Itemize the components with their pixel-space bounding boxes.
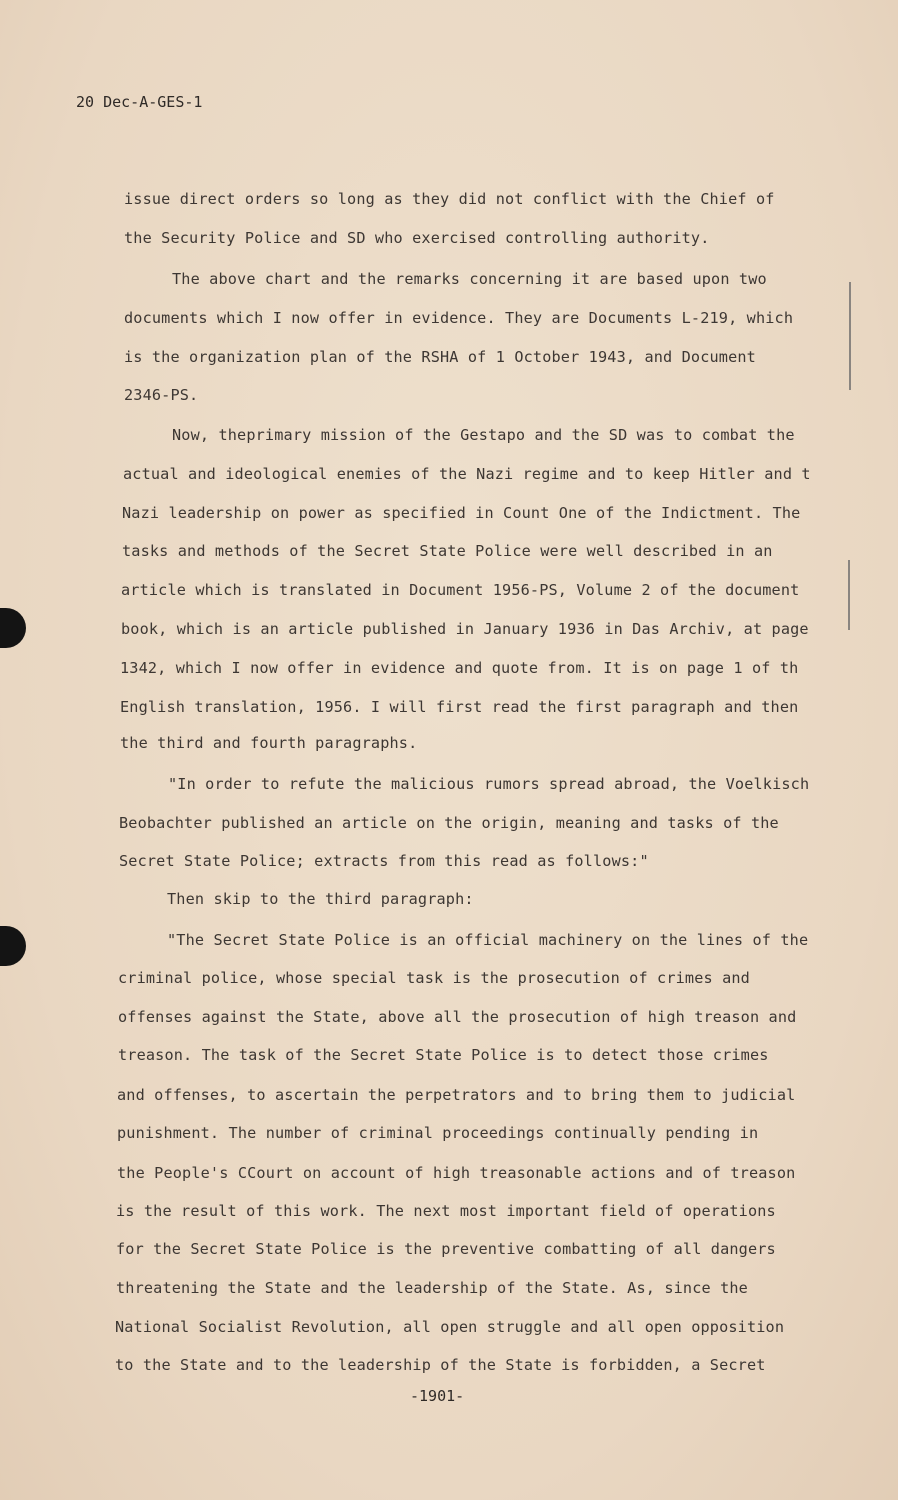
text-line: the People's CCourt on account of high treasonable actions and of treason: [117, 1164, 796, 1182]
text-line: Nazi leadership on power as specified in Count One of the Indictment. The: [122, 504, 801, 522]
text-line: "The Secret State Police is an official machinery on the lines of the: [167, 931, 809, 949]
text-line: "In order to refute the malicious rumors spread abroad, the Voelkisch: [168, 775, 810, 793]
text-line: 1342, which I now offer in evidence and quote from. It is on page 1 of th: [120, 659, 799, 677]
text-line: issue direct orders so long as they did not conflict with the Chief of: [124, 190, 775, 208]
punch-hole-top: [0, 608, 26, 648]
text-line: Now, theprimary mission of the Gestapo and the SD was to combat the: [172, 426, 795, 444]
text-line: and offenses, to ascertain the perpetrators and to bring them to judicial: [117, 1086, 796, 1104]
document-reference-code: 20 Dec-A-GES-1: [76, 93, 203, 111]
text-line: Secret State Police; extracts from this read as follows:": [119, 852, 649, 870]
text-line: punishment. The number of criminal proceedings continually pending in: [117, 1124, 759, 1142]
text-line: criminal police, whose special task is the prosecution of crimes and: [118, 969, 750, 987]
text-line: the third and fourth paragraphs.: [120, 734, 418, 752]
text-line: threatening the State and the leadership of the State. As, since the: [116, 1279, 748, 1297]
text-line: National Socialist Revolution, all open struggle and all open opposition: [115, 1318, 785, 1336]
text-line: Then skip to the third paragraph:: [167, 890, 474, 908]
text-line: book, which is an article published in January 1936 in Das Archiv, at page: [121, 620, 809, 638]
text-line: actual and ideological enemies of the Nazi regime and to keep Hitler and t: [123, 465, 811, 483]
text-line: is the organization plan of the RSHA of 1 October 1943, and Document: [124, 348, 756, 366]
text-line: the Security Police and SD who exercised controlling authority.: [124, 229, 710, 247]
text-line: treason. The task of the Secret State Police is to detect those crimes: [118, 1046, 769, 1064]
text-line: is the result of this work. The next most important field of operations: [116, 1202, 776, 1220]
text-line: offenses against the State, above all the prosecution of high treason and: [118, 1008, 797, 1026]
text-line: Beobachter published an article on the origin, meaning and tasks of the: [119, 814, 779, 832]
text-line: The above chart and the remarks concerning it are based upon two: [172, 270, 767, 288]
page-number: -1901-: [410, 1387, 465, 1405]
text-line: article which is translated in Document 1956-PS, Volume 2 of the document: [121, 581, 800, 599]
text-line: English translation, 1956. I will first read the first paragraph and then: [120, 698, 799, 716]
text-line: 2346-PS.: [124, 386, 199, 404]
text-line: to the State and to the leadership of the State is forbidden, a Secret: [115, 1356, 766, 1374]
margin-mark-lower: [848, 560, 850, 630]
text-line: documents which I now offer in evidence. They are Documents L-219, which: [124, 309, 794, 327]
punch-hole-bottom: [0, 926, 26, 966]
text-line: tasks and methods of the Secret State Police were well described in an: [122, 542, 773, 560]
margin-mark-upper: [849, 282, 851, 390]
text-line: for the Secret State Police is the preventive combatting of all dangers: [116, 1240, 776, 1258]
